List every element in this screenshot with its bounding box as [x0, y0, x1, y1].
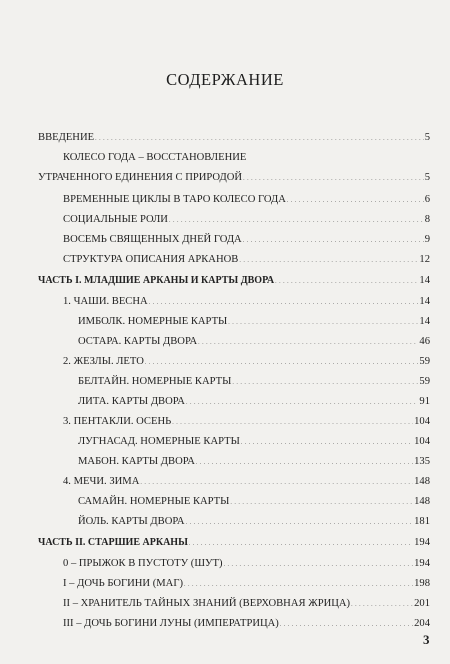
toc-entry	[63, 232, 430, 248]
toc-entry-label: ЛИТА. КАРТЫ ДВОРА	[78, 396, 185, 407]
toc-entry-label: БЕЛТАЙН. НОМЕРНЫЕ КАРТЫ	[78, 376, 232, 387]
toc-entry-label: 4. МЕЧИ. ЗИМА	[63, 476, 140, 487]
toc-entry-label: САМАЙН. НОМЕРНЫЕ КАРТЫ	[78, 496, 230, 507]
toc-entry	[63, 192, 430, 208]
toc-entry-page: 194	[414, 537, 430, 548]
toc-leader-dots	[239, 252, 418, 269]
toc-entry-page: 181	[414, 516, 430, 527]
toc-entry	[78, 314, 430, 330]
toc-entry-label: УТРАЧЕННОГО ЕДИНЕНИЯ С ПРИРОДОЙ	[38, 172, 243, 183]
toc-leader-dots	[228, 314, 418, 331]
toc-entry-page: 198	[414, 578, 430, 589]
toc-entry-page: 148	[414, 496, 430, 507]
toc-leader-dots	[186, 514, 414, 531]
toc-entry-label: ВРЕМЕННЫЕ ЦИКЛЫ В ТАРО КОЛЕСО ГОДА	[63, 194, 286, 205]
toc-entry	[78, 374, 430, 390]
toc-leader-dots	[287, 192, 424, 209]
toc-leader-dots	[230, 494, 413, 511]
toc-part-heading	[38, 535, 430, 551]
toc-entry-page: 46	[419, 336, 430, 347]
toc-entry	[63, 596, 430, 612]
toc-entry	[63, 414, 430, 430]
toc-entry-page: 59	[419, 376, 430, 387]
toc-entry	[38, 170, 430, 186]
toc-entry-label: ЛУГНАСАД. НОМЕРНЫЕ КАРТЫ	[78, 436, 240, 447]
toc-entry-page: 148	[414, 476, 430, 487]
toc-entry-label: ВВЕДЕНИЕ	[38, 132, 95, 143]
toc-entry	[63, 576, 430, 592]
toc-leader-dots	[169, 212, 424, 229]
toc-entry	[63, 556, 430, 572]
toc-leader-dots	[145, 354, 419, 371]
toc-leader-dots	[172, 414, 413, 431]
toc-leader-dots	[243, 170, 424, 187]
toc-leader-dots	[275, 273, 418, 290]
toc-entry-page: 8	[424, 214, 430, 225]
toc-entry-page: 14	[419, 296, 430, 307]
toc-entry	[78, 434, 430, 450]
toc-leader-dots	[184, 576, 413, 593]
toc-entry	[78, 454, 430, 470]
toc-entry-page: 5	[424, 132, 430, 143]
toc-entry	[63, 474, 430, 490]
toc-leader-dots	[140, 474, 413, 491]
toc-entry-label: СТРУКТУРА ОПИСАНИЯ АРКАНОВ	[63, 254, 239, 265]
toc-entry-page: 201	[414, 598, 430, 609]
toc-entry	[63, 354, 430, 370]
toc-entry-page: 6	[424, 194, 430, 205]
toc-entry-label: МАБОН. КАРТЫ ДВОРА	[78, 456, 195, 467]
toc-entry	[63, 212, 430, 228]
toc-entry-page: 104	[414, 436, 430, 447]
toc-leader-dots	[95, 130, 424, 147]
toc-entry-label: СОЦИАЛЬНЫЕ РОЛИ	[63, 214, 168, 225]
toc-entry-label: ЧАСТЬ I. МЛАДШИЕ АРКАНЫ И КАРТЫ ДВОРА	[38, 275, 275, 286]
toc-leader-dots	[280, 616, 413, 633]
toc-entry-page: 135	[414, 456, 430, 467]
toc-leader-dots	[196, 454, 413, 471]
toc-entry-page: 91	[419, 396, 430, 407]
toc-entry-page: 5	[424, 172, 430, 183]
toc-entry	[78, 494, 430, 510]
toc-entry-page: 12	[419, 254, 430, 265]
toc-entry	[38, 130, 430, 146]
toc-leader-dots	[243, 232, 424, 249]
toc-entry-label: 0 – ПРЫЖОК В ПУСТОТУ (ШУТ)	[63, 558, 223, 569]
toc-entry	[63, 616, 430, 632]
toc-leader-dots	[224, 556, 414, 573]
toc-entry-label: 1. ЧАШИ. ВЕСНА	[63, 296, 148, 307]
toc-entry-label: ЧАСТЬ II. СТАРШИЕ АРКАНЫ	[38, 537, 188, 548]
toc-leader-dots	[351, 596, 413, 613]
toc-entry	[78, 394, 430, 410]
toc-entry-page: 59	[419, 356, 430, 367]
toc-leader-dots	[232, 374, 418, 391]
toc-entry-label: II – ХРАНИТЕЛЬ ТАЙНЫХ ЗНАНИЙ (ВЕРХОВНАЯ ЖРИЦА)	[63, 598, 351, 609]
toc-entry-label: ИМБОЛК. НОМЕРНЫЕ КАРТЫ	[78, 316, 228, 327]
toc-entry-page: 9	[424, 234, 430, 245]
toc-part-heading	[38, 273, 430, 289]
toc-entry-page: 194	[414, 558, 430, 569]
toc-entry-page: 204	[414, 618, 430, 629]
toc-entry	[63, 252, 430, 268]
page-title: СОДЕРЖАНИЕ	[166, 70, 284, 89]
toc-leader-dots	[149, 294, 419, 311]
toc-entry-label-line1: КОЛЕСО ГОДА – ВОССТАНОВЛЕНИЕ	[63, 152, 247, 163]
page-number: 3	[423, 632, 430, 647]
toc-entry	[78, 334, 430, 350]
toc-entry-label: 2. ЖЕЗЛЫ. ЛЕТО	[63, 356, 144, 367]
toc-leader-dots	[198, 334, 418, 351]
toc-leader-dots	[189, 535, 413, 552]
toc-entry	[63, 294, 430, 310]
toc-entry-label: 3. ПЕНТАКЛИ. ОСЕНЬ	[63, 416, 172, 427]
toc-leader-dots	[186, 394, 418, 411]
toc-entry-page: 14	[419, 275, 430, 286]
toc-entry-label: ВОСЕМЬ СВЯЩЕННЫХ ДНЕЙ ГОДА	[63, 234, 242, 245]
toc-entry-label: ОСТАРА. КАРТЫ ДВОРА	[78, 336, 198, 347]
toc-entry-label: I – ДОЧЬ БОГИНИ (МАГ)	[63, 578, 183, 589]
toc-entry-page: 104	[414, 416, 430, 427]
toc-entry-page: 14	[419, 316, 430, 327]
toc-leader-dots	[241, 434, 413, 451]
toc-entry-label: ЙОЛЬ. КАРТЫ ДВОРА	[78, 516, 185, 527]
toc-entry	[78, 514, 430, 530]
toc-entry-label: III – ДОЧЬ БОГИНИ ЛУНЫ (ИМПЕРАТРИЦА)	[63, 618, 279, 629]
